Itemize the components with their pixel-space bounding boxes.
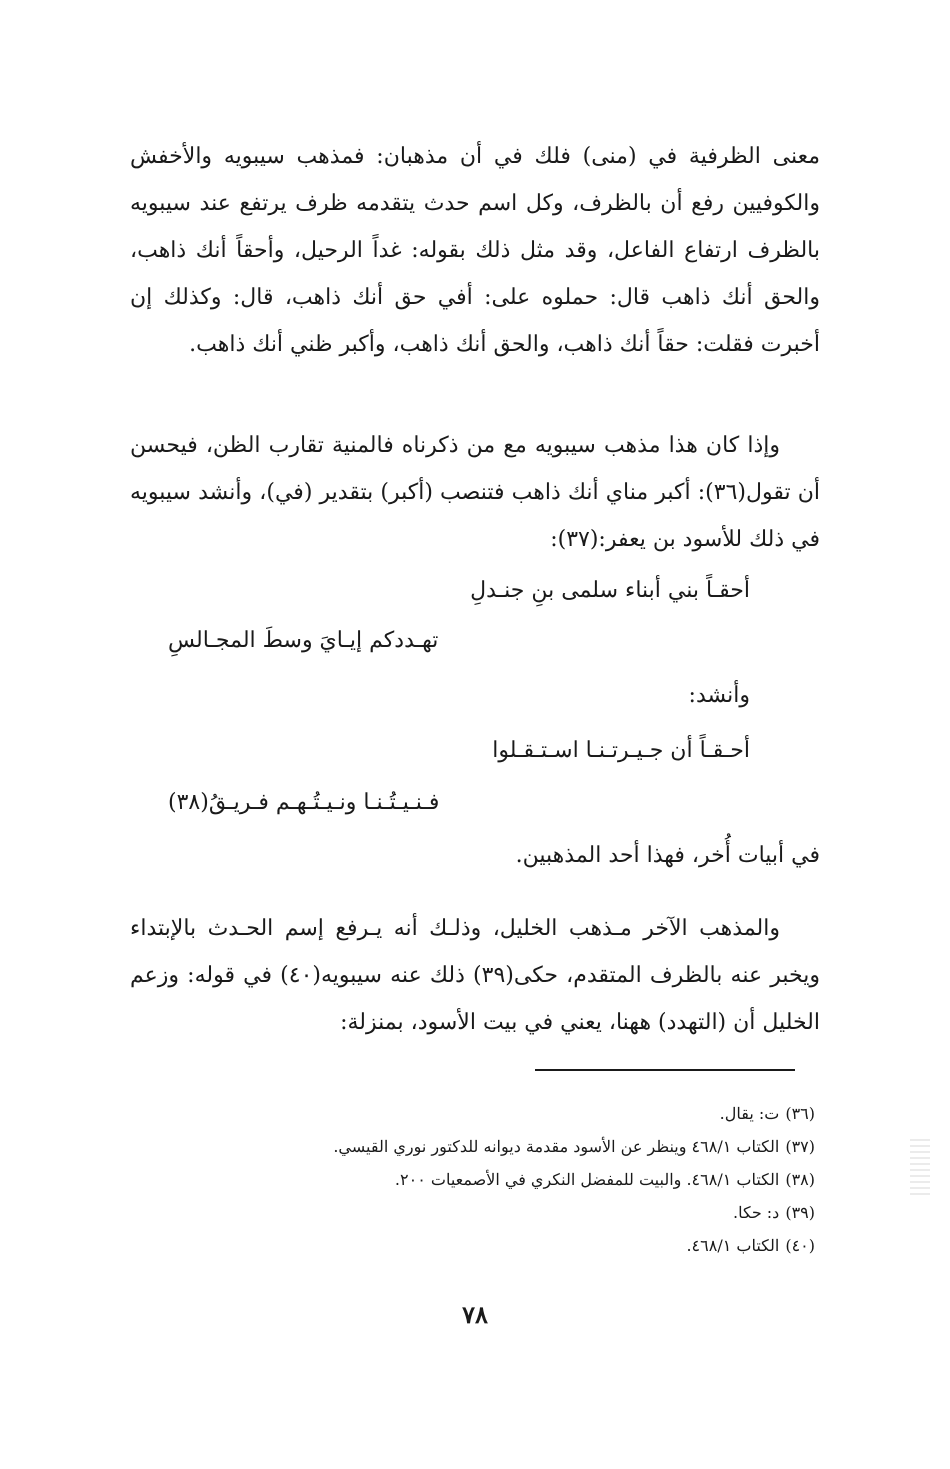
recitation-label: وأنشد: (688, 683, 750, 708)
verse-1-first-hemistich: أحقـاً بني أبناء سلمى بنِ جنـدلِ (470, 578, 750, 603)
footnote-text: ت: يقال. (719, 1104, 780, 1123)
footnote-number: (٣٦) (785, 1104, 815, 1123)
footnotes (175, 1097, 815, 1262)
footnote-38 (175, 1163, 815, 1196)
verse-2-second-hemistich: فـنـيـتُـنـا ونـيـتُـهـم فـريـقُ(٣٨) (168, 790, 440, 815)
footnote-number: (٣٧) (785, 1137, 815, 1156)
footnote-text: الكتاب ٤٦٨/١. والبيت للمفضل النكري في الأصمعيات ٢٠٠. (394, 1170, 780, 1189)
scan-artifact (910, 1135, 930, 1195)
verse-1-second-hemistich: تهـددكم إيـايَ وسطَ المجـالسِ (168, 628, 439, 653)
footnote-text: الكتاب ٤٦٨/١. (686, 1236, 780, 1255)
footnote-text: الكتاب ٤٦٨/١ وينظر عن الأسود مقدمة ديوانه للدكتور نوري القيسي. (333, 1137, 780, 1156)
footnote-39 (175, 1196, 815, 1229)
footnote-separator (535, 1069, 795, 1071)
paragraph-3: والمذهب الآخر مـذهب الخليل، وذلـك أنه يـرفع إسم الحـدث بالإبتداء ويخبر عنه بالظرف المتقدم، حكى(٣٩) ذلك عنه سيبويه(٤٠) في قوله: وزعم الخليل أن (التهدد) ههنا، يعني في بيت الأسود، بمنزلة: (130, 916, 820, 1035)
paragraph-end: في أبيات أُخر، فهذا أحد المذهبين. (515, 843, 820, 868)
footnote-text: د: حكا. (733, 1203, 780, 1222)
footnote-40 (175, 1229, 815, 1262)
verse-2-first-hemistich: أحـقـاً أن جـيـرتـنـا اسـتـقـلوا (492, 738, 750, 763)
paragraph-1: معنى الظرفية في (منى) فلك في أن مذهبان: فمذهب سيبويه والأخفش والكوفيين رفع أن بالظرف، وكل اسم حدث يتقدمه ظرف يرتفع عند سيبويه بالظرف ارتفاع الفاعل، وقد مثل ذلك بقوله: غداً الرحيل، وأحقاً أنك ذاهب، والحق أنك ذاهب قال: حملوه على: أفي حق أنك ذاهب، قال: وكذلك إن أخبرت فقلت: حقاً أنك ذاهب، والحق أنك ذاهب، وأكبر ظني أنك ذاهب. (130, 144, 820, 357)
footnote-number: (٣٩) (785, 1203, 815, 1222)
footnote-37 (175, 1130, 815, 1163)
footnote-number: (٤٠) (785, 1236, 815, 1255)
footnote-number: (٣٨) (785, 1170, 815, 1189)
footnote-36 (175, 1097, 815, 1130)
page-number: ٧٨ (462, 1300, 488, 1329)
paragraph-2: وإذا كان هذا مذهب سيبويه مع من ذكرناه فالمنية تقارب الظن، فيحسن أن تقول(٣٦): أكبر مناي أنك ذاهب فتنصب (أكبر) بتقدير (في)، وأنشد سيبويه في ذلك للأسود بن يعفر:(٣٧): (130, 433, 820, 552)
